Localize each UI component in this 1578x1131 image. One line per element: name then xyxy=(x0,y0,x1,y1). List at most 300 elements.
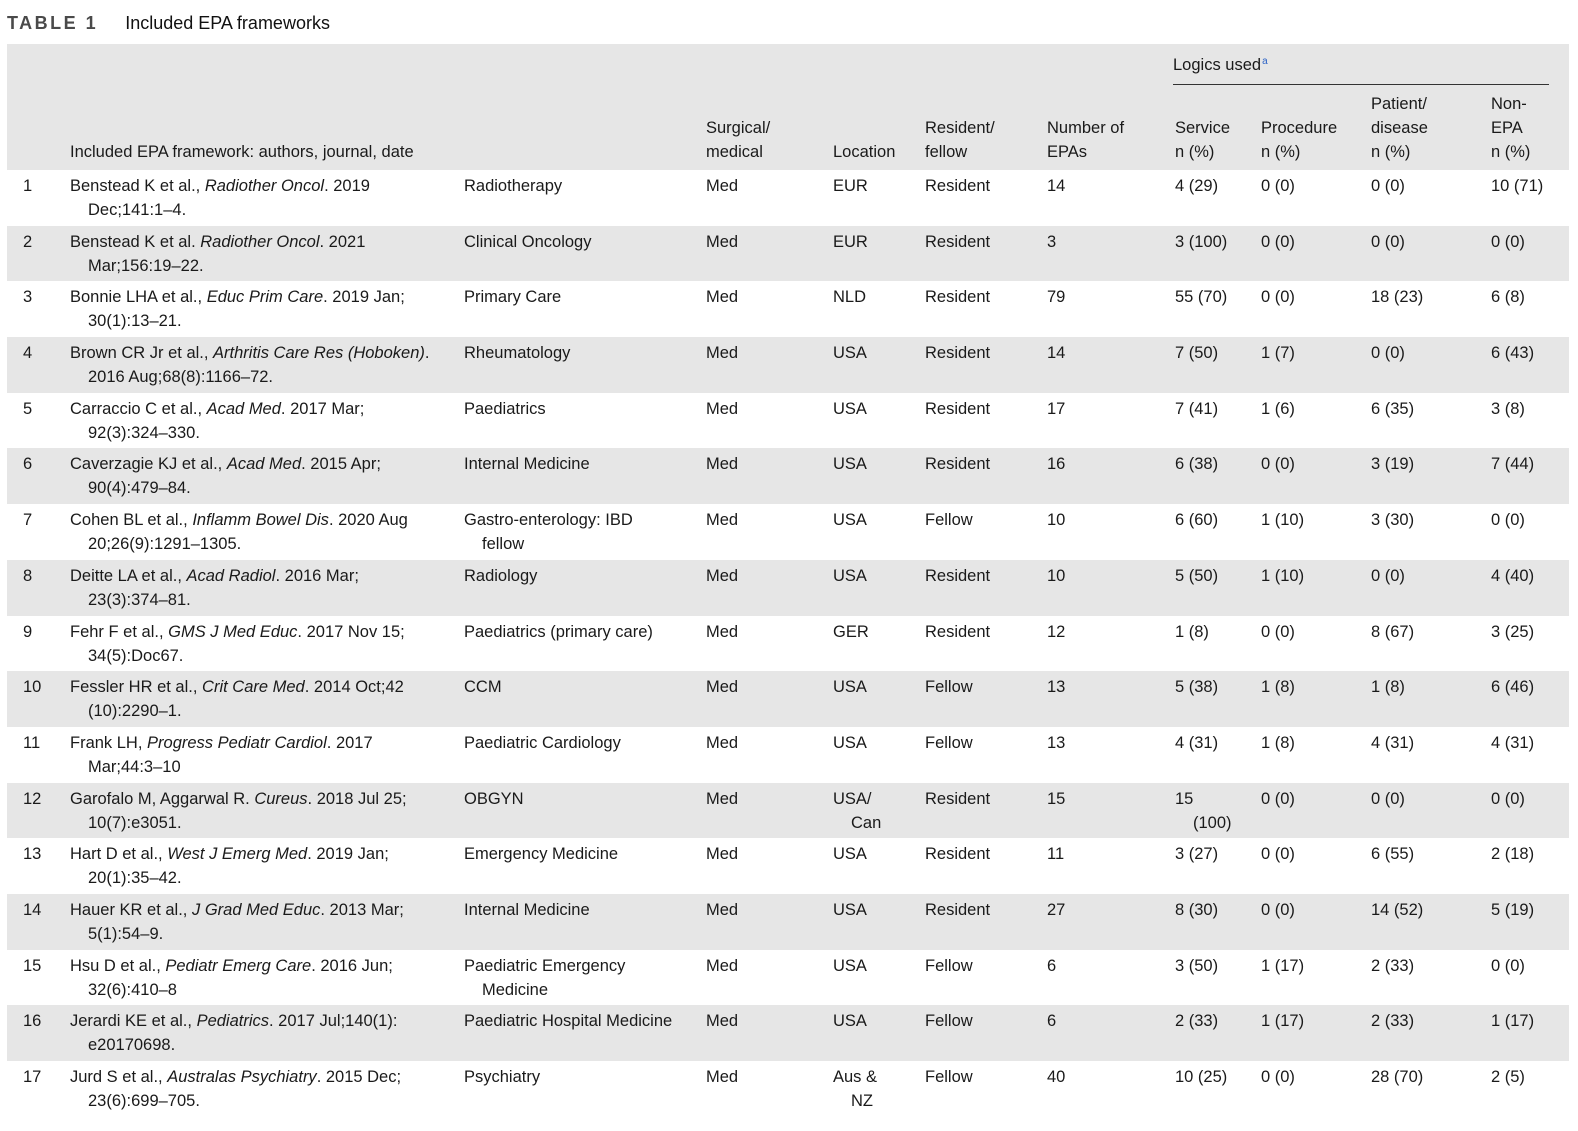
procedure-count: 1 (7) xyxy=(1261,344,1295,363)
reference-authors: Fehr F et al., xyxy=(70,622,169,641)
framework-reference xyxy=(70,341,429,389)
table-label: TABLE 1 xyxy=(7,13,99,33)
service-count-text: 15 xyxy=(1175,789,1194,808)
reference-authors: Deitte LA et al., xyxy=(70,566,187,585)
reference-citation: 10(7):e3051. xyxy=(88,813,182,832)
location xyxy=(833,675,867,699)
service-count xyxy=(1175,787,1232,835)
specialty-text: OBGYN xyxy=(464,789,524,808)
number-of-epas: 3 xyxy=(1047,232,1057,251)
procedure-count: 1 (8) xyxy=(1261,733,1295,752)
non-epa-count: 6 (46) xyxy=(1491,678,1535,697)
location-text: Aus & xyxy=(833,1068,878,1086)
framework-reference xyxy=(70,230,365,278)
specialty-text: Internal Medicine xyxy=(464,455,590,474)
service-count xyxy=(1175,842,1218,866)
reference-date: . 2015 Apr; xyxy=(301,455,381,474)
row-number: 12 xyxy=(23,789,42,808)
location-text: EUR xyxy=(833,232,868,251)
reference-citation: 32(6):410–8 xyxy=(88,980,177,999)
surgical-medical: Med xyxy=(706,399,739,418)
table-caption xyxy=(7,10,330,36)
service-count xyxy=(1175,452,1218,476)
row-number: 2 xyxy=(23,232,33,251)
service-count-text: 3 (50) xyxy=(1175,956,1219,975)
number-of-epas: 11 xyxy=(1047,845,1065,864)
patient-disease-count: 2 (33) xyxy=(1371,956,1415,975)
surgical-medical: Med xyxy=(706,622,739,641)
non-epa-count: 4 (40) xyxy=(1491,566,1535,585)
reference-date: . 2014 Oct;42 xyxy=(304,678,404,697)
procedure-count: 0 (0) xyxy=(1261,455,1295,474)
non-epa-count: 3 (8) xyxy=(1491,399,1525,418)
procedure-count: 1 (10) xyxy=(1261,566,1305,585)
framework-reference xyxy=(70,174,370,222)
number-of-epas: 79 xyxy=(1047,288,1066,307)
location xyxy=(833,397,867,421)
location-text: USA xyxy=(833,566,867,585)
patient-disease-count: 0 (0) xyxy=(1371,232,1405,251)
specialty xyxy=(464,842,618,866)
reference-authors: Benstead K et al. xyxy=(70,232,201,251)
non-epa-count: 3 (25) xyxy=(1491,622,1535,641)
location-text: EUR xyxy=(833,177,868,195)
reference-date: . 2020 Aug xyxy=(328,511,408,530)
header-patient-disease: Patient/ disease n (%) xyxy=(1371,95,1428,161)
header-location: Location xyxy=(833,143,896,161)
reference-journal: Crit Care Med xyxy=(202,678,305,697)
number-of-epas: 10 xyxy=(1047,511,1066,530)
resident-fellow: Resident xyxy=(925,177,991,195)
specialty xyxy=(464,731,621,755)
resident-fellow: Resident xyxy=(925,288,991,307)
location xyxy=(833,341,867,365)
non-epa-count: 6 (43) xyxy=(1491,344,1535,363)
non-epa-count: 0 (0) xyxy=(1491,232,1525,251)
resident-fellow: Resident xyxy=(925,399,991,418)
service-count-text: 55 (70) xyxy=(1175,288,1228,307)
location xyxy=(833,1009,867,1033)
specialty xyxy=(464,341,570,365)
location-text: USA xyxy=(833,511,867,530)
resident-fellow: Resident xyxy=(925,789,991,808)
procedure-count: 0 (0) xyxy=(1261,845,1295,864)
logics-used-label: Logics used xyxy=(1173,56,1262,74)
row-number: 7 xyxy=(23,511,33,530)
reference-journal: Pediatrics xyxy=(196,1012,270,1031)
specialty-text: Radiology xyxy=(464,566,538,585)
service-count xyxy=(1175,230,1227,254)
reference-journal: Inflamm Bowel Dis xyxy=(192,511,329,530)
location-text: USA xyxy=(833,845,867,864)
location-text: USA xyxy=(833,455,867,474)
reference-date: . 2021 xyxy=(319,232,366,251)
resident-fellow: Fellow xyxy=(925,678,973,697)
specialty xyxy=(464,954,625,1002)
location xyxy=(833,508,867,532)
reference-date: . 2013 Mar; xyxy=(320,900,404,919)
reference-citation: 5(1):54–9. xyxy=(88,924,164,943)
reference-journal: Acad Med xyxy=(226,455,302,474)
service-count xyxy=(1175,1065,1227,1089)
specialty-text: Radiotherapy xyxy=(464,177,563,195)
service-count-text: 3 (100) xyxy=(1175,232,1228,251)
reference-authors: Benstead K et al., xyxy=(70,177,205,195)
table-row xyxy=(7,448,1569,504)
reference-date: . 2019 Jan; xyxy=(307,845,389,864)
row-number: 1 xyxy=(23,177,33,195)
non-epa-count: 0 (0) xyxy=(1491,956,1525,975)
surgical-medical: Med xyxy=(706,177,739,195)
procedure-count: 1 (17) xyxy=(1261,1012,1305,1031)
reference-citation: 2016 Aug;68(8):1166–72. xyxy=(88,368,274,387)
table-row xyxy=(7,170,1569,226)
reference-date: . 2016 Mar; xyxy=(275,566,359,585)
non-epa-count: 0 (0) xyxy=(1491,511,1525,530)
header-resident-fellow: Resident/ fellow xyxy=(925,119,995,161)
reference-journal: Cureus xyxy=(254,789,308,808)
reference-date: . 2016 Jun; xyxy=(311,956,393,975)
table-row xyxy=(7,838,1569,894)
location xyxy=(833,954,867,978)
resident-fellow: Resident xyxy=(925,622,991,641)
reference-journal: Progress Pediatr Cardiol xyxy=(147,733,327,752)
location xyxy=(833,452,867,476)
patient-disease-count: 3 (19) xyxy=(1371,455,1415,474)
service-count-text: 7 (41) xyxy=(1175,399,1219,418)
specialty xyxy=(464,397,546,421)
table-row xyxy=(7,671,1569,727)
table-row xyxy=(7,281,1569,337)
service-count xyxy=(1175,1009,1218,1033)
location xyxy=(833,174,868,198)
table-row xyxy=(7,560,1569,616)
reference-date: . 2019 Jan; xyxy=(323,288,405,307)
table-row xyxy=(7,504,1569,560)
table-row xyxy=(7,950,1569,1006)
service-count-text: 4 (31) xyxy=(1175,733,1219,752)
reference-citation: 20;26(9):1291–1305. xyxy=(88,535,242,554)
surgical-medical: Med xyxy=(706,789,739,808)
reference-citation: e20170698. xyxy=(88,1036,176,1055)
framework-reference xyxy=(70,954,393,1002)
patient-disease-count: 6 (35) xyxy=(1371,399,1415,418)
reference-citation: 20(1):35–42. xyxy=(88,869,182,888)
header-surgical-medical: Surgical/ medical xyxy=(706,119,771,161)
resident-fellow: Resident xyxy=(925,232,991,251)
service-count xyxy=(1175,675,1218,699)
specialty xyxy=(464,564,537,588)
reference-authors: Hsu D et al., xyxy=(70,956,166,975)
resident-fellow: Resident xyxy=(925,845,991,864)
reference-date: . 2017 Jul;140(1): xyxy=(269,1012,398,1031)
reference-authors: Jurd S et al., xyxy=(70,1068,168,1086)
service-count xyxy=(1175,898,1218,922)
header-procedure: Procedure n (%) xyxy=(1261,119,1338,161)
number-of-epas: 27 xyxy=(1047,900,1066,919)
reference-date: . xyxy=(424,344,430,363)
reference-journal: Australas Psychiatry xyxy=(167,1068,317,1086)
service-count xyxy=(1175,954,1218,978)
table-row xyxy=(7,727,1569,783)
resident-fellow: Fellow xyxy=(925,956,973,975)
patient-disease-count: 2 (33) xyxy=(1371,1012,1415,1031)
patient-disease-count: 28 (70) xyxy=(1371,1068,1424,1086)
patient-disease-count: 6 (55) xyxy=(1371,845,1415,864)
patient-disease-count: 0 (0) xyxy=(1371,344,1405,363)
service-count xyxy=(1175,397,1218,421)
service-count xyxy=(1175,508,1218,532)
reference-citation: 30(1):13–21. xyxy=(88,312,182,331)
specialty xyxy=(464,1065,540,1089)
reference-authors: Caverzagie KJ et al., xyxy=(70,455,227,474)
non-epa-count: 0 (0) xyxy=(1491,789,1525,808)
table-row xyxy=(7,894,1569,950)
service-count xyxy=(1175,620,1209,644)
service-count-text: 2 (33) xyxy=(1175,1012,1219,1031)
specialty xyxy=(464,898,590,922)
service-count-text: 7 (50) xyxy=(1175,344,1219,363)
procedure-count: 0 (0) xyxy=(1261,789,1295,808)
framework-reference xyxy=(70,842,389,890)
row-number: 8 xyxy=(23,566,33,585)
reference-authors: Carraccio C et al., xyxy=(70,399,207,418)
non-epa-count: 7 (44) xyxy=(1491,455,1535,474)
non-epa-count: 2 (18) xyxy=(1491,845,1535,864)
framework-reference xyxy=(70,397,364,445)
reference-journal: Radiother Oncol xyxy=(204,177,325,195)
specialty-continued: fellow xyxy=(482,535,525,554)
specialty-text: Paediatric Emergency xyxy=(464,956,626,975)
reference-citation: 23(6):699–705. xyxy=(88,1092,200,1110)
non-epa-count: 5 (19) xyxy=(1491,900,1535,919)
logics-used-group-header xyxy=(1173,54,1268,76)
specialty-text: Paediatric Cardiology xyxy=(464,733,621,752)
reference-citation: 34(5):Doc67. xyxy=(88,646,184,665)
specialty-text: Emergency Medicine xyxy=(464,845,619,864)
location-text: USA xyxy=(833,399,867,418)
surgical-medical: Med xyxy=(706,1068,739,1086)
specialty xyxy=(464,508,633,556)
specialty-text: Clinical Oncology xyxy=(464,232,592,251)
reference-date: . 2017 Nov 15; xyxy=(297,622,405,641)
framework-reference xyxy=(70,731,373,779)
procedure-count: 1 (17) xyxy=(1261,956,1305,975)
location xyxy=(833,564,867,588)
reference-authors: Fessler HR et al., xyxy=(70,678,203,697)
table-row xyxy=(7,393,1569,449)
specialty xyxy=(464,620,653,644)
specialty xyxy=(464,675,502,699)
non-epa-count: 6 (8) xyxy=(1491,288,1525,307)
resident-fellow: Resident xyxy=(925,566,991,585)
non-epa-count: 2 (5) xyxy=(1491,1068,1525,1086)
specialty xyxy=(464,230,591,254)
resident-fellow: Resident xyxy=(925,900,991,919)
service-count-continued: (100) xyxy=(1193,813,1232,832)
row-number: 5 xyxy=(23,399,33,418)
reference-authors: Hauer KR et al., xyxy=(70,900,192,919)
framework-reference xyxy=(70,1065,401,1113)
number-of-epas: 12 xyxy=(1047,622,1066,641)
patient-disease-count: 4 (31) xyxy=(1371,733,1415,752)
location-text: USA xyxy=(833,900,867,919)
specialty xyxy=(464,787,524,811)
header-number-of-epas: Number of EPAs xyxy=(1047,119,1125,161)
surgical-medical: Med xyxy=(706,232,739,251)
service-count-text: 8 (30) xyxy=(1175,900,1219,919)
resident-fellow: Resident xyxy=(925,344,991,363)
specialty xyxy=(464,452,590,476)
location-text: USA/ xyxy=(833,789,872,808)
specialty xyxy=(464,174,562,198)
reference-authors: Bonnie LHA et al., xyxy=(70,288,207,307)
framework-reference xyxy=(70,564,359,612)
reference-journal: GMS J Med Educ xyxy=(168,622,298,641)
number-of-epas: 13 xyxy=(1047,678,1066,697)
patient-disease-count: 8 (67) xyxy=(1371,622,1415,641)
location xyxy=(833,620,869,644)
reference-authors: Brown CR Jr et al., xyxy=(70,344,214,363)
procedure-count: 0 (0) xyxy=(1261,288,1295,307)
row-number: 3 xyxy=(23,288,33,307)
reference-journal: Acad Radiol xyxy=(186,566,276,585)
patient-disease-count: 3 (30) xyxy=(1371,511,1415,530)
resident-fellow: Resident xyxy=(925,455,991,474)
surgical-medical: Med xyxy=(706,511,739,530)
reference-citation: 23(3):374–81. xyxy=(88,590,191,609)
service-count xyxy=(1175,564,1218,588)
specialty-text: CCM xyxy=(464,678,502,697)
location-text: USA xyxy=(833,344,867,363)
reference-date: . 2019 xyxy=(324,177,370,195)
number-of-epas: 6 xyxy=(1047,1012,1057,1031)
framework-reference xyxy=(70,787,407,835)
service-count-text: 1 (8) xyxy=(1175,622,1209,641)
location-text: GER xyxy=(833,622,869,641)
number-of-epas: 17 xyxy=(1047,399,1066,418)
patient-disease-count: 0 (0) xyxy=(1371,566,1405,585)
header-framework: Included EPA framework: authors, journal, date xyxy=(70,143,414,161)
framework-reference xyxy=(70,675,404,723)
service-count xyxy=(1175,174,1218,198)
service-count-text: 6 (38) xyxy=(1175,455,1219,474)
framework-reference xyxy=(70,285,405,333)
reference-citation: Mar;44:3–10 xyxy=(88,757,181,776)
footnote-marker[interactable]: a xyxy=(1262,56,1268,67)
patient-disease-count: 0 (0) xyxy=(1371,789,1405,808)
number-of-epas: 6 xyxy=(1047,956,1057,975)
procedure-count: 1 (10) xyxy=(1261,511,1305,530)
reference-date: . 2017 xyxy=(326,733,373,752)
reference-journal: Arthritis Care Res (Hoboken) xyxy=(213,344,425,363)
header-service: Service n (%) xyxy=(1175,119,1231,161)
service-count-text: 10 (25) xyxy=(1175,1068,1228,1086)
row-number: 14 xyxy=(23,900,42,919)
non-epa-count: 1 (17) xyxy=(1491,1012,1535,1031)
resident-fellow: Fellow xyxy=(925,1068,973,1086)
reference-authors: Jerardi KE et al., xyxy=(70,1012,197,1031)
procedure-count: 1 (8) xyxy=(1261,678,1295,697)
specialty-text: Paediatrics xyxy=(464,399,546,418)
number-of-epas: 13 xyxy=(1047,733,1066,752)
location xyxy=(833,285,866,309)
table-title: Included EPA frameworks xyxy=(125,13,330,33)
table-body xyxy=(7,170,1569,1117)
service-count xyxy=(1175,285,1227,309)
surgical-medical: Med xyxy=(706,455,739,474)
surgical-medical: Med xyxy=(706,1012,739,1031)
patient-disease-count: 1 (8) xyxy=(1371,678,1405,697)
reference-journal: Pediatr Emerg Care xyxy=(165,956,312,975)
row-number: 4 xyxy=(23,344,33,363)
reference-journal: West J Emerg Med xyxy=(167,845,308,864)
patient-disease-count: 0 (0) xyxy=(1371,177,1405,195)
surgical-medical: Med xyxy=(706,288,739,307)
reference-authors: Cohen BL et al., xyxy=(70,511,193,530)
location xyxy=(833,230,868,254)
row-number: 9 xyxy=(23,622,33,641)
specialty-text: Paediatrics (primary care) xyxy=(464,622,653,641)
specialty-text: Psychiatry xyxy=(464,1068,541,1086)
patient-disease-count: 14 (52) xyxy=(1371,900,1424,919)
reference-authors: Garofalo M, Aggarwal R. xyxy=(70,789,255,808)
specialty-text: Gastro-enterology: IBD xyxy=(464,511,633,530)
specialty xyxy=(464,285,561,309)
location-text: NLD xyxy=(833,288,867,307)
procedure-count: 1 (6) xyxy=(1261,399,1295,418)
resident-fellow: Fellow xyxy=(925,1012,973,1031)
service-count-text: 5 (50) xyxy=(1175,566,1219,585)
surgical-medical: Med xyxy=(706,900,739,919)
service-count-text: 6 (60) xyxy=(1175,511,1219,530)
number-of-epas: 40 xyxy=(1047,1068,1066,1086)
table-row xyxy=(7,616,1569,672)
resident-fellow: Fellow xyxy=(925,511,973,530)
row-number: 10 xyxy=(23,678,42,697)
table-row xyxy=(7,783,1569,839)
number-of-epas: 16 xyxy=(1047,455,1066,474)
table-row xyxy=(7,226,1569,282)
row-number: 17 xyxy=(23,1068,42,1086)
service-count-text: 3 (27) xyxy=(1175,845,1219,864)
location xyxy=(833,842,867,866)
location xyxy=(833,1065,877,1113)
table-row xyxy=(7,1005,1569,1061)
service-count-text: 4 (29) xyxy=(1175,177,1219,195)
framework-reference xyxy=(70,452,381,500)
reference-citation: Dec;141:1–4. xyxy=(88,201,187,219)
framework-reference xyxy=(70,508,408,556)
number-of-epas: 14 xyxy=(1047,344,1066,363)
service-count xyxy=(1175,341,1218,365)
location-text: USA xyxy=(833,1012,867,1031)
procedure-count: 0 (0) xyxy=(1261,1068,1295,1086)
reference-date: . 2018 Jul 25; xyxy=(307,789,407,808)
row-number: 13 xyxy=(23,845,42,864)
resident-fellow: Fellow xyxy=(925,733,973,752)
location-continued: Can xyxy=(851,813,882,832)
surgical-medical: Med xyxy=(706,733,739,752)
reference-citation: (10):2290–1. xyxy=(88,702,182,721)
location xyxy=(833,898,867,922)
logics-group-divider xyxy=(1173,84,1549,85)
row-number: 6 xyxy=(23,455,33,474)
service-count-text: 5 (38) xyxy=(1175,678,1219,697)
service-count xyxy=(1175,731,1218,755)
reference-date: . 2015 Dec; xyxy=(316,1068,402,1086)
surgical-medical: Med xyxy=(706,678,739,697)
